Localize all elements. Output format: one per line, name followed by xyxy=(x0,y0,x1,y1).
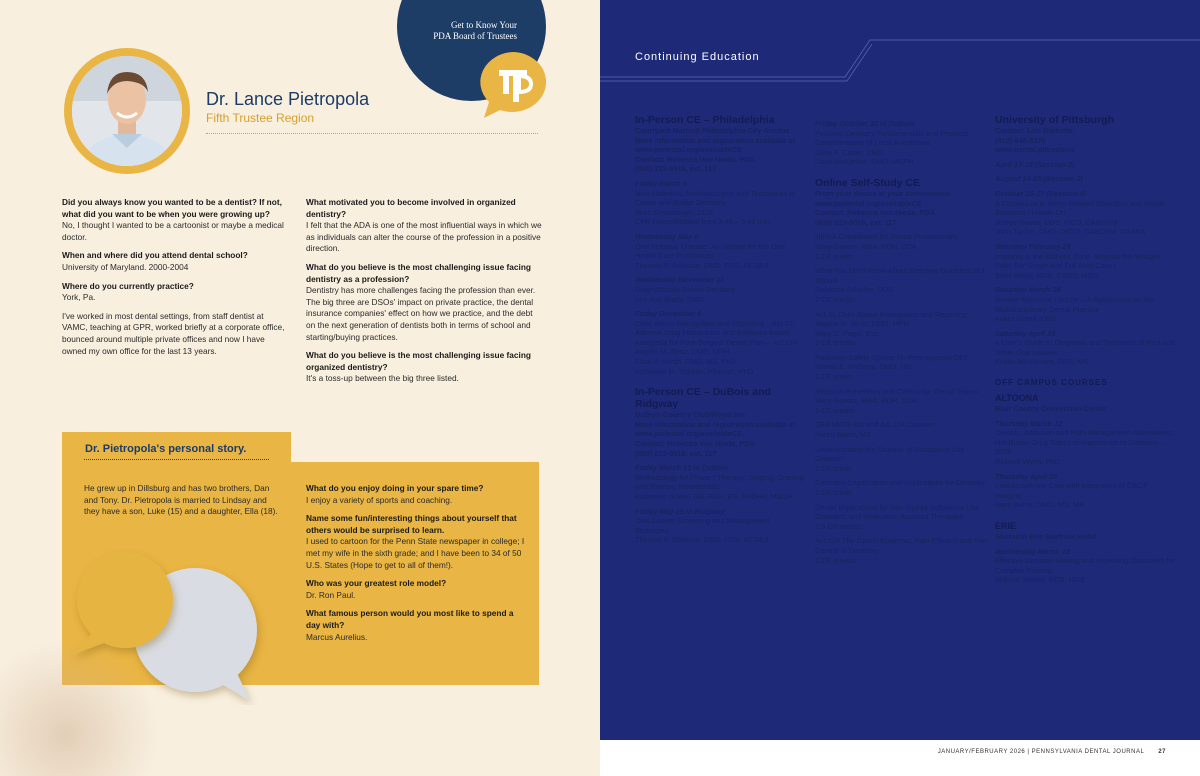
course-date: October 16-17 (Session 4) xyxy=(995,188,1086,198)
course-title: Understanding the Disease of Substance Use Disorder xyxy=(815,444,965,464)
issue-label: JANUARY/FEBRUARY 2026 | PENNSYLVANIA DENTAL JOURNAL xyxy=(937,749,1145,755)
course-line: 2 CE credits xyxy=(815,338,856,348)
page-number: 27 xyxy=(1158,749,1166,755)
course-title: Act 124 The Opioid Epidemic: Pain Efficacy and Pain Control in Dentistry xyxy=(815,536,989,555)
badge-title: Get to Know Your PDA Board of Trustees xyxy=(433,20,517,41)
course-date: Saturday February 28 xyxy=(995,241,1071,251)
course-line: Katherine (Katie) Gill, RDH, BS, PHDHP, MSDH xyxy=(635,492,793,501)
pda-logo-icon xyxy=(475,48,553,120)
answer: I felt that the ADA is one of the most influential ways in which we as individuals can alter the course of the profession in a positive direction. xyxy=(306,220,542,254)
course-date: Friday December 4 xyxy=(635,309,702,319)
course-line: Kristin McNamara, DDS, MS xyxy=(995,357,1089,367)
dotted-divider xyxy=(84,459,269,460)
venue-detail: (800) 223-0016, ext. 117 xyxy=(815,217,897,227)
course-line: Drew F. Carter, DMD xyxy=(815,147,884,157)
course-line: 2 CE credits xyxy=(815,294,856,304)
qa-column-2 xyxy=(306,197,542,392)
course-line: New Materials, Methodologies and Techniques in Crown and Bridge Dentistry xyxy=(635,188,796,208)
course-line: Methodology for Phase I Therapy: Staging, Grading and Treating Periodontitis xyxy=(635,472,804,492)
footer-text xyxy=(938,749,1166,755)
venue-detail: Courtyard Marriott Philadelphia City Avenue xyxy=(635,126,790,135)
course-line: A Continuum in Sleep-Related Disorders and Health Solutions / Hands-On xyxy=(995,198,1166,218)
course-line: Elliot V. Hersh, DMD, MS, PhD xyxy=(635,357,736,367)
venue-detail: www.dental.pitt.edu/ce xyxy=(995,145,1075,155)
section-heading: In-Person CE – Philadelphia xyxy=(635,114,775,126)
question: Name some fun/interesting things about yourself that others would be surprised to learn. xyxy=(306,513,517,535)
venue-detail: Contact: Lori Burkette xyxy=(995,126,1074,135)
answer: I used to cartoon for the Penn State newspaper in college; I met my wife in the sixth grade; and I have been to 34 of 50 U.S. States (Hope to get to all of them!). xyxy=(306,536,525,570)
venue-detail: www.padental.org/availableCE xyxy=(815,198,922,208)
course-line: Angelo M. Stroz, DMD, MPH xyxy=(815,319,910,329)
course-line: Opioids, Addiction and Pain Management Alternatives: Hot Button Drug Topics of Importance to Dentistry – 2026 xyxy=(995,428,1173,457)
location-heading: ERIE xyxy=(995,521,1017,531)
course-line: Mary Govoni, MBA, RDH, CDA xyxy=(815,396,917,406)
course-line: Mary Govoni, MBA, RDH, CDA xyxy=(815,241,917,251)
ce-column-3 xyxy=(995,114,1175,585)
venue-detail: Contact: Rebecca Von Nieda, PDA xyxy=(815,208,935,218)
dotted-divider xyxy=(206,133,538,134)
course-title: HIPAA Compliance for Dental Professionals xyxy=(815,232,958,242)
course-date: Friday March 13 in DuBois xyxy=(635,463,728,473)
course-date: Friday October 30 in DuBois xyxy=(815,119,915,128)
course-line: Ankur Gupta, DDS xyxy=(995,314,1057,324)
story-qa xyxy=(306,483,526,650)
answer: Marcus Aurelius. xyxy=(306,631,368,642)
course-line: 1 CE credit xyxy=(815,488,852,497)
course-line: Pediatric Dentistry Fundamentals and Practical Considerations of Local Anesthesia xyxy=(815,128,969,148)
venue-detail: (800) 223-0016, ext. 117 xyxy=(635,164,717,174)
story-intro: He grew up in Dillsburg and has two brothers, Dan and Tony. Dr. Pietropola is married to Lindsay and they have a son, Luke (15) and a daughter, Ella (18). xyxy=(84,483,278,517)
course-title: DEA MATE Act and Act 124 Courses xyxy=(815,420,935,430)
course-line: Oral Mucosal Disease: An Update for the Oral Health Care Practitioner xyxy=(635,241,785,261)
course-line: Lloyd McKenzie, DMD, MSPH xyxy=(815,157,914,167)
question: Did you always know you wanted to be a dentist? If not, what did you want to be when you were growing up? xyxy=(62,197,282,219)
answer: Dentistry has more challenges facing the profession than ever. The big three are DSOs' impact on private practice, the dental insurance companies' effect on how we practice, and the debt on the next generation of dentists both in terms of school and starting/buying practices. xyxy=(306,285,536,342)
page-footer xyxy=(600,740,1200,776)
question: What do you believe is the most challenging issue facing dentistry as a profession? xyxy=(306,261,531,284)
course-line: Lee Ann Brady, DMD xyxy=(635,294,704,304)
venue-detail: (800) 223-0016, ext. 117 xyxy=(635,448,717,458)
ce-column-2 xyxy=(815,114,993,565)
course-line: Thomas P. Sollecito, DMD, FDS, RCSEd xyxy=(635,535,769,545)
venue-detail: DuBois Country Club/Royal Inn xyxy=(635,410,746,420)
course-line: Sohil Khatri, BDS, CAGS, MSD xyxy=(995,270,1098,280)
qa-column-1 xyxy=(62,197,288,364)
course-date: Friday May 15 in Ridgway xyxy=(635,506,725,516)
question: What motivated you to become involved in organized dentistry? xyxy=(306,197,516,219)
course-line: Karen Baker, MS xyxy=(815,430,871,440)
story-title: Dr. Pietropola's personal story. xyxy=(85,443,247,455)
answer: York, Pa. xyxy=(62,292,96,303)
course-title: Act 31 Child Abuse Recognition and Reporting xyxy=(815,309,968,319)
course-date: Wednesday November 11 xyxy=(635,275,724,285)
course-line: 1 CE credit xyxy=(815,372,852,382)
ce-column-1 xyxy=(635,114,805,545)
question: What famous person would you most like to spend a day with? xyxy=(306,608,514,630)
course-line: Effective Decision Making and Improving Outcomes for Complex Patients xyxy=(995,556,1175,575)
course-date: Wednesday May 6 xyxy=(635,231,699,241)
course-line: Rebecca Schaffer, DDS xyxy=(815,285,893,295)
course-line: 2 CE credits xyxy=(815,555,856,565)
question: What do you enjoy doing in your spare time? xyxy=(306,483,484,493)
course-line: Angelo M. Stroz, DMD, MPH xyxy=(635,347,730,357)
course-line: Implants in the Esthetic Zone -Beyond the Straight Path: For Single and Full Arch Cases xyxy=(995,251,1160,271)
course-title: Radiation Safety Update for Pennsylvania DEP xyxy=(815,352,970,362)
section-heading: Online Self-Study CE xyxy=(815,176,921,189)
course-line: Marc Geissberger, DDS xyxy=(635,207,714,217)
course-date: August 14-15 (Session 3) xyxy=(995,174,1083,184)
course-date: Thursday March 12 xyxy=(995,418,1063,428)
course-date: Saturday March 28 xyxy=(995,285,1061,295)
course-line: Oral Cancer Screening and Management Strategies xyxy=(635,516,770,535)
portrait-photo xyxy=(72,56,182,166)
course-line: Child Abuse Recognition and Reporting – Act 31; Adverse Drug Interactions and Evidence-based Analgesia for Post-Surgical Dental Pain – Act 124 xyxy=(635,318,798,347)
answer: University of Maryland. 2000-2004 xyxy=(62,261,189,272)
course-line: CPR Recertification from 3:45 – 5:45 p.m. xyxy=(635,217,772,227)
course-date: Thursday April 16 xyxy=(995,471,1058,481)
course-date: Saturday April 25 xyxy=(995,328,1056,338)
location-heading: ALTOONA xyxy=(995,393,1039,404)
answer: It's a toss-up between the big three listed. xyxy=(306,373,459,384)
continuing-education-page xyxy=(600,0,1200,776)
course-line: Richard Wynn, PhD xyxy=(995,457,1060,467)
course-line: John Tucker, DMD, DICOI, DABDSM, DASBA xyxy=(995,227,1146,237)
venue-detail: Blair County Convention Center xyxy=(995,404,1108,414)
answer: Dr. Ron Paul. xyxy=(306,589,356,600)
answer: I've worked in most dental settings, from staff dentist at VAMC, teaching at GPR, worked briefly at a corporate office, bounced around multiple private offices and now I have owned my own office for the last 13 years. xyxy=(62,310,285,356)
course-line: Mary Burns, DMD, MS, MA xyxy=(995,500,1085,510)
course-line: 1 CE credit xyxy=(815,251,852,261)
question: Who was your greatest role model? xyxy=(306,578,447,589)
trustee-region: Fifth Trustee Region xyxy=(206,111,315,125)
course-line: 2 CE credits xyxy=(815,405,856,415)
venue-detail: Contact: Rebecca Von Nieda, PDA xyxy=(635,154,755,164)
question: When and where did you attend dental school? xyxy=(62,250,248,261)
venue-detail: Sheraton Erie Bayfront Hotel xyxy=(995,532,1097,541)
section-heading: University of Pittsburgh xyxy=(995,114,1115,126)
course-line: Mary C. Pagel, Esq. xyxy=(815,328,881,338)
course-line: Thomas P. Sollecito, DMD, FDS, RCSEd xyxy=(635,260,769,270)
venue-detail: (412) 648-8370 xyxy=(995,135,1046,145)
venue-detail: From your device at your convenience. xyxy=(815,188,953,198)
course-line: Jeffrey Rouse, DDS, FICD, DABDSM xyxy=(995,217,1118,227)
trustee-name: Dr. Lance Pietropola xyxy=(206,89,370,109)
course-date: April 17-18 (Session 2) xyxy=(995,159,1075,169)
course-date: Wednesday March 18 xyxy=(995,546,1071,556)
course-title: Cannabis Legalization and Implications for Dentistry xyxy=(815,478,986,488)
category-heading: OFF CAMPUS COURSES xyxy=(995,378,1108,388)
course-line: Marvin E. Widkrop, DMD, MD xyxy=(815,362,912,372)
course-line: Diagnostically Driven Dentistry xyxy=(635,284,736,294)
course-title: Infection Prevention and Control for Dental Teams xyxy=(815,386,979,396)
course-line: Katherine M. Theken, PharmD, PhD xyxy=(635,366,754,376)
section-heading: In-Person CE – DuBois and Ridgway xyxy=(635,386,771,411)
course-line: Bekzod Sheker, RDS, MDS xyxy=(995,575,1085,585)
venue-detail: More information and registration available at www.padental.org/availableCE xyxy=(635,419,796,439)
venue-detail: More information and registration available at www.padental.org/availableCE xyxy=(635,135,796,155)
course-title: What You Don't Know About Bleeding Disorders But Should xyxy=(815,266,985,285)
venue-detail: Contact: Rebecca Von Nieda, PDA xyxy=(635,439,755,449)
course-line: A User's Guide to Diagnosis and Treatment of Red and White Oral Lesions xyxy=(995,338,1175,357)
answer: I enjoy a variety of sports and coaching. xyxy=(306,494,453,505)
answer: No, I thought I wanted to be a cartoonist or maybe a medical doctor. xyxy=(62,220,284,242)
course-line: Bowser Memorial Lecture – A Symposium on the Multidisciplinary Dental Practice xyxy=(995,294,1155,314)
course-line: 1 CE credit xyxy=(815,463,852,473)
question: Where do you currently practice? xyxy=(62,280,194,291)
course-date: Friday March 6 xyxy=(635,178,688,188)
section-header: Continuing Education xyxy=(635,51,760,63)
course-line: Interdisciplinary Care with Integration of CBCT Imaging xyxy=(995,481,1147,500)
question: What do you believe is the most challenging issue facing organized dentistry? xyxy=(306,350,531,372)
course-line: 1.5 CE credits xyxy=(815,521,862,531)
course-title: Dental Implications for Non-Opioid Substance Use Disorders and Medication Assisted Therapies xyxy=(815,502,980,522)
